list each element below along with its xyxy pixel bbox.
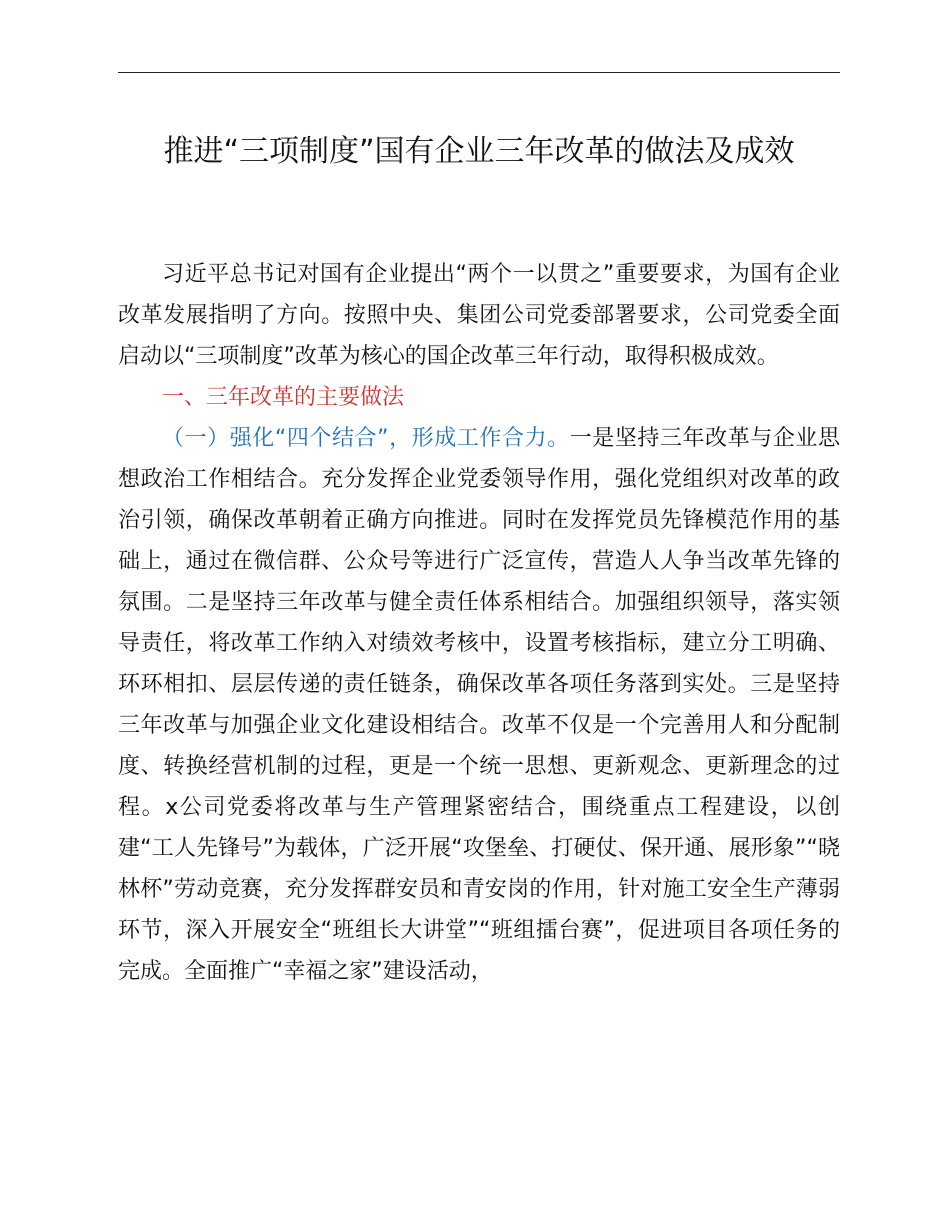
subsection-body: 一是坚持三年改革与企业思想政治工作相结合。充分发挥企业党委领导作用，强化党组织对改革的政治引领，确保改革朝着正确方向推进。同时在发挥党员先锋模范作用的基础上，通过在微信群、公众号等进行广泛宣传，营造人人争当改革先锋的氛围。二是坚持三年改革与健全责任体系相结合。加强组织领导，落实领导责任，将改革工作纳入对绩效考核中，设置考核指标，建立分工明确、环环相扣、层层传递的责任链条，确保改革各项任务落到实处。三是坚持三年改革与加强企业文化建设相结合。改革不仅是一个完善用人和分配制度、转换经营机制的过程，更是一个统一思想、更新观念、更新理念的过程。x公司党委将改革与生产管理紧密结合，围绕重点工程建设，以创建“工人先锋号”为载体，广泛开展“攻堡垒、打硬仗、保开通、展形象”“晓林杯”劳动竞赛，充分发挥群安员和青安岗的作用，针对施工安全生产薄弱环节，深入开展安全“班组长大讲堂”“班组擂台赛”，促进项目各项任务的完成。全面推广“幸福之家”建设活动， <box>118 426 840 984</box>
document-title: 推进“三项制度”国有企业三年改革的做法及成效 <box>163 134 795 169</box>
subsection-heading: （一）强化“四个结合”，形成工作合力。 <box>162 426 570 451</box>
subsection-paragraph <box>118 418 840 992</box>
section-heading: 一、三年改革的主要做法 <box>162 385 405 410</box>
intro-paragraph: 习近平总书记对国有企业提出“两个一以贯之”重要要求，为国有企业改革发展指明了方向。按照中央、集团公司党委部署要求，公司党委全面启动以“三项制度”改革为核心的国企改革三年行动，取得积极成效。 <box>118 262 840 369</box>
header-rule <box>118 72 840 73</box>
document-body <box>118 254 840 992</box>
